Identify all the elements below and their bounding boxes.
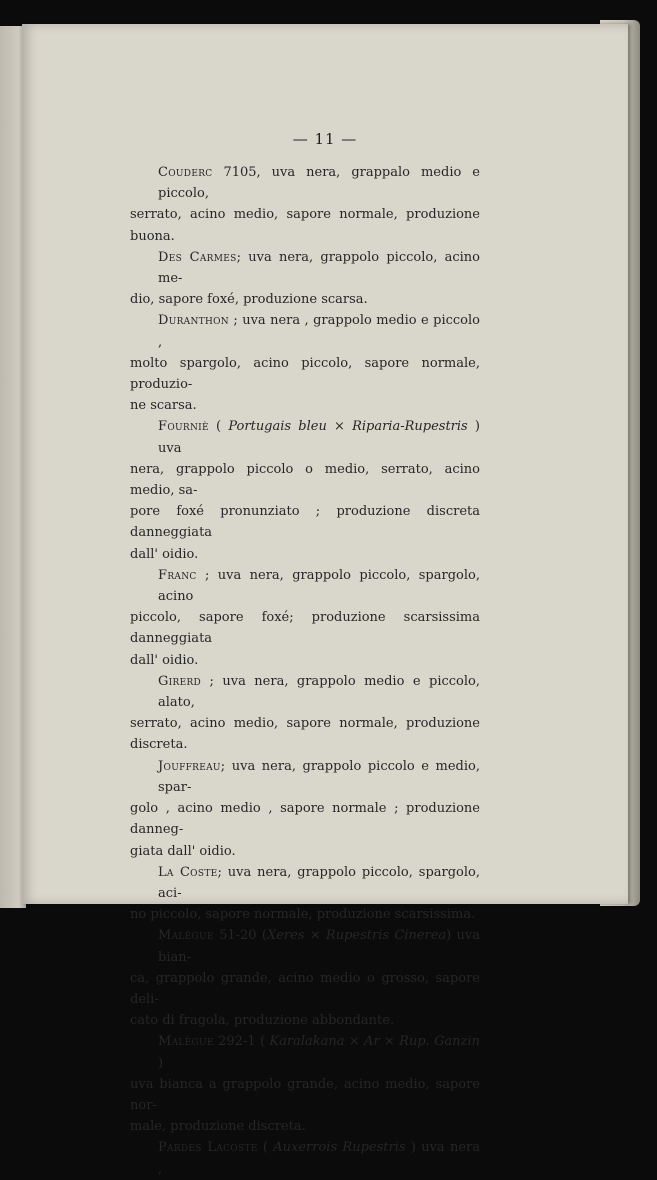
text-line: pore foxé pronunziato ; produzione discreta danneggiata bbox=[130, 504, 480, 541]
book-page bbox=[22, 24, 628, 1177]
text-line: molto spargolo, acino piccolo, sapore normale, produzio- bbox=[130, 355, 480, 393]
page-text bbox=[130, 162, 480, 1180]
text-line: serrato, acino medio, sapore normale, produzione discreta. bbox=[130, 716, 480, 753]
entry-malegue-292-1: Malègue 292-1 ( Karalakana × Ar × Rup. Ganzin ) bbox=[158, 1034, 480, 1071]
entry-la-coste: La Coste; uva nera, grappolo piccolo, spargolo, aci- bbox=[158, 864, 481, 901]
text-line: ca, grappolo grande, acino medio o grosso, sapore deli- bbox=[130, 970, 480, 1007]
text-line: uva bianca a grappolo grande, acino medio, sapore nor- bbox=[130, 1076, 480, 1113]
entry-pardes-lacoste: Pardes Lacoste ( Auxerrois Rupestris ) uva nera , bbox=[158, 1140, 480, 1177]
text-line: cato di fragola, produzione abbondante. bbox=[130, 1013, 395, 1029]
entry-duranthon: Duranthon ; uva nera , grappolo medio e piccolo , bbox=[158, 313, 480, 350]
page-number: — 11 — bbox=[292, 130, 358, 148]
entry-des-carmes: Des Carmes; uva nera, grappolo piccolo, acino me- bbox=[158, 249, 480, 287]
text-line: dall' oidio. bbox=[130, 652, 199, 668]
text-line: ne scarsa. bbox=[130, 398, 197, 414]
entry-girerd: Girerd ; uva nera, grappolo medio e piccolo, alato, bbox=[158, 673, 480, 711]
text-line: golo , acino medio , sapore normale ; produzione danneg- bbox=[130, 801, 480, 838]
entry-franc: Franc ; uva nera, grappolo piccolo, spargolo, acino bbox=[158, 567, 480, 605]
entry-fournie: Fourniè ( Portugais bleu × Riparia-Rupestris ) uva bbox=[158, 419, 480, 456]
text-line: no piccolo, sapore normale, produzione scarsissima. bbox=[130, 907, 476, 923]
text-line: piccolo, sapore foxé; produzione scarsissima danneggiata bbox=[130, 610, 480, 647]
text-line: dio, sapore foxé, produzione scarsa. bbox=[130, 292, 368, 308]
entry-jouffreau: Jouffreau; uva nera, grappolo piccolo e medio, spar- bbox=[158, 758, 480, 795]
text-line: serrato, acino medio, sapore normale, produzione buona. bbox=[130, 207, 480, 244]
entry-malegue-51-20: Malègue 51-20 (Xeres × Rupestris Cinerea) uva bian- bbox=[158, 928, 480, 965]
text-line: nera, grappolo piccolo o medio, serrato, acino medio, sa- bbox=[130, 461, 480, 499]
text-line: dall' oidio. bbox=[130, 546, 199, 562]
entry-couderc: Couderc 7105, uva nera, grappalo medio e piccolo, bbox=[158, 165, 480, 202]
text-line: male, produzione discreta. bbox=[130, 1119, 306, 1135]
text-line: giata dall' oidio. bbox=[130, 843, 236, 859]
